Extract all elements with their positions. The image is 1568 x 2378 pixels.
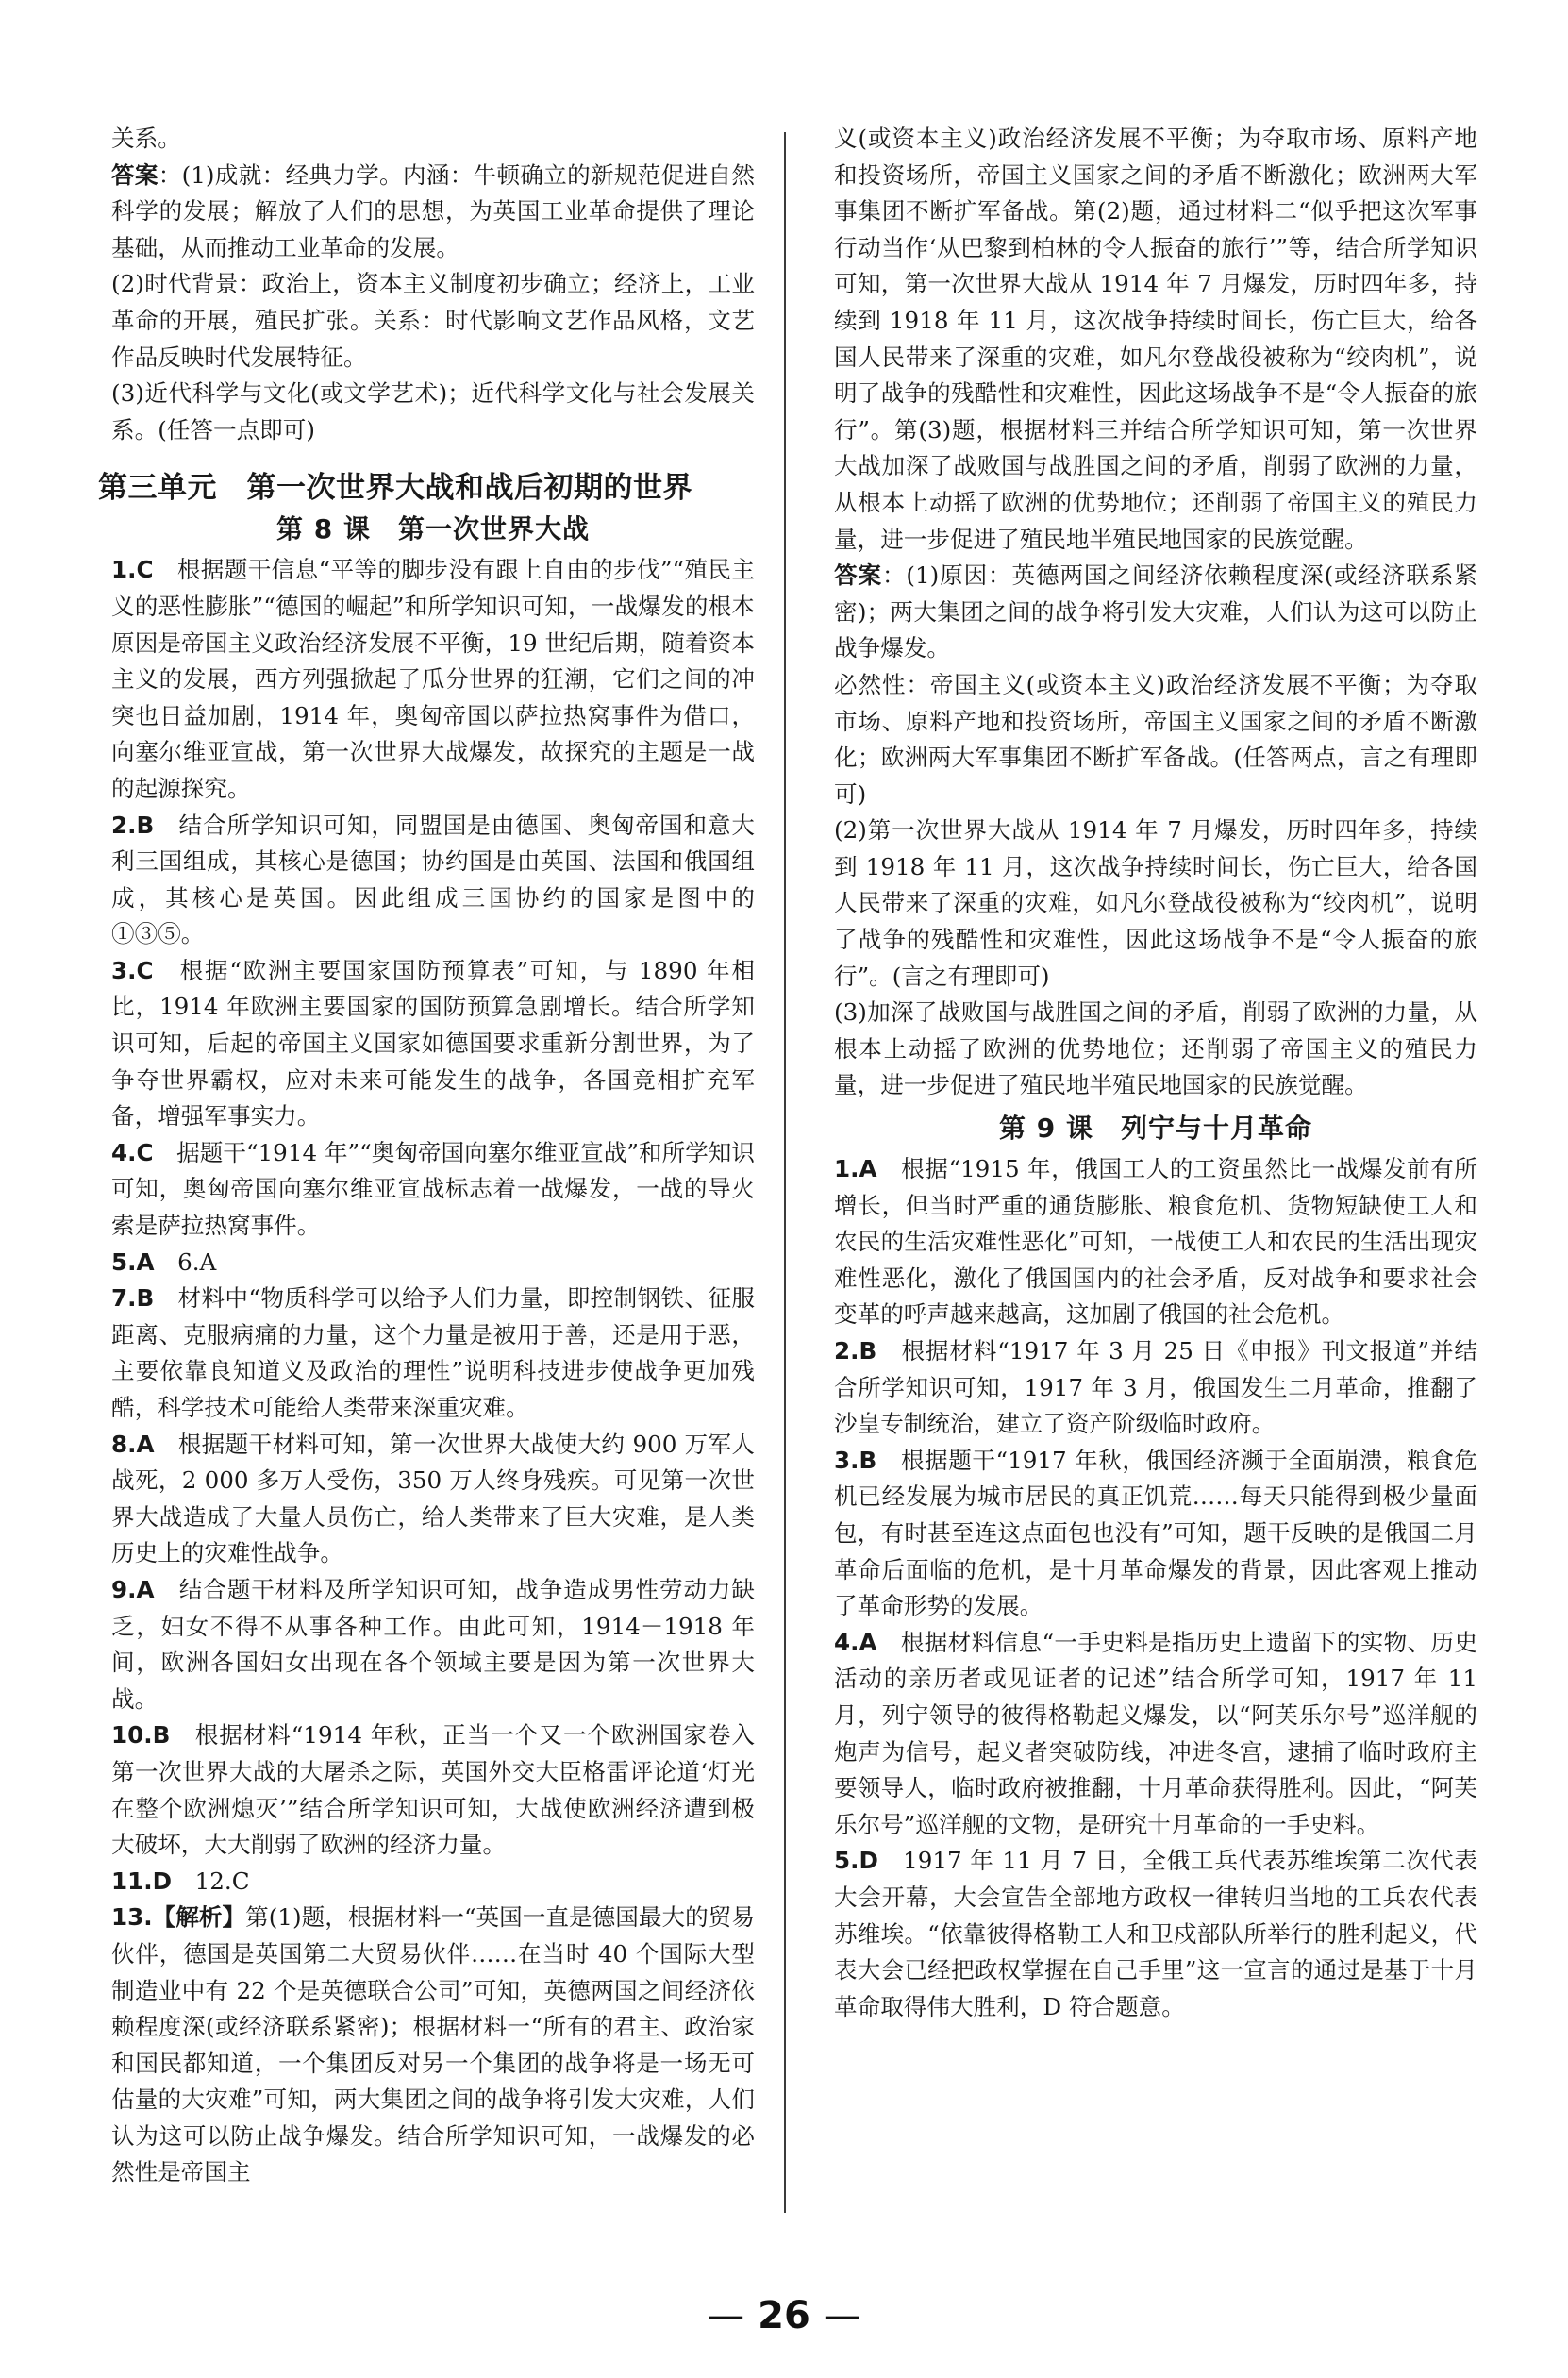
answer-explanation: 结合所学知识可知，同盟国是由德国、奥匈帝国和意大利三国组成，其核心是德国；协约国是由英国、法国和俄国组成，其核心是英国。因此组成三国协约的国家是图中的①③⑤。 bbox=[111, 811, 755, 948]
lesson-9-item bbox=[834, 1843, 1477, 2025]
answer-explanation: 材料中“物质科学可以给予人们力量，即控制钢铁、征服距离、克服病痛的力量，这个力量是被用于善，还是用于恶，主要依靠良知道义及政治的理性”说明科技进步使战争更加残酷，科学技术可能给人类带来深重灾难。 bbox=[111, 1284, 755, 1421]
answer-explanation: 根据题干“1917 年秋，俄国经济濒于全面崩溃，粮食危机已经发展为城市居民的真正饥荒……每天只能得到极少量面包，有时甚至连这点面包也没有”可知，题干反映的是俄国二月革命后面临的危机，是十月革命爆发的背景，因此客观上推动了革命形势的发展。 bbox=[834, 1446, 1477, 1620]
lesson-8-item bbox=[111, 1245, 755, 1281]
lesson-8-item bbox=[111, 1135, 755, 1245]
question-number: 9.A bbox=[111, 1575, 155, 1603]
question-number: 10.B bbox=[111, 1721, 171, 1750]
question-number: 3.B bbox=[834, 1446, 877, 1474]
q13-answer-3: (3)加深了战败国与战胜国之间的矛盾，削弱了欧洲的力量，从根本上动摇了欧洲的优势地位；还削弱了帝国主义的殖民力量，进一步促进了殖民地半殖民地国家的民族觉醒。 bbox=[834, 998, 1477, 1099]
page-dash-left: — bbox=[707, 2294, 745, 2337]
unit-title: 第三单元 第一次世界大战和战后初期的世界 bbox=[98, 471, 692, 506]
intro-answer: 答案：(1)成就：经典力学。内涵：牛顿确立的新规范促进自然科学的发展；解放了人们的思想，为英国工业革命提供了理论基础，从而推动工业革命的发展。 bbox=[111, 160, 755, 261]
lesson-8-title: 第 8 课 第一次世界大战 bbox=[276, 513, 590, 545]
lesson-8-item bbox=[111, 1427, 755, 1572]
left-column bbox=[98, 121, 755, 2191]
question-number: 8.A bbox=[111, 1430, 155, 1458]
q13-analysis-continued: 义(或资本主义)政治经济发展不平衡；为夺取市场、原料产地和投资场所，帝国主义国家之间的矛盾不断激化；欧洲两大军事集团不断扩军备战。第(2)题，通过材料二“似乎把这次军事行动当作‘从巴黎到柏林的令人振奋的旅行’”等，结合所学知识可知，第一次世界大战从 1914 年 7 月爆发，历时四年多，持续到 1918 年 11 月，这次战争持续时间长，伤亡巨大，给各国人民带来了深重的灾难，如凡尔登战役被称为“绞肉机”，说明了战争的残酷性和灾难性，因此这场战争不是“令人振奋的旅行”。第(3)题，根据材料三并结合所学知识可知，第一次世界大战加深了战败国与战胜国之间的矛盾，削弱了欧洲的力量，从根本上动摇了欧洲的优势地位；还削弱了帝国主义的殖民力量，进一步促进了殖民地半殖民地国家的民族觉醒。 bbox=[834, 125, 1477, 553]
answer-explanation: 第(1)题，根据材料一“英国一直是德国最大的贸易伙伴，德国是英国第二大贸易伙伴……在当时 40 个国际大型制造业中有 22 个是英德联合公司”可知，英德两国之间经济依赖程度深(或经济联系紧密)；根据材料一“所有的君主、政治家和国民都知道，一个集团反对另一个集团的战争将是一场无可估量的大灾难”可知，两大集团之间的战争将引发大灾难，人们认为这可以防止战争爆发。结合所学知识可知，一战爆发的必然性是帝国主 bbox=[111, 1903, 755, 2186]
answer-explanation: 12.C bbox=[171, 1867, 250, 1895]
answer-explanation: 根据材料“1914 年秋，正当一个又一个欧洲国家卷入第一次世界大战的大屠杀之际，英国外交大臣格雷评论道‘灯光在整个欧洲熄灭’”结合所学知识可知，大战使欧洲经济遭到极大破坏，大大削弱了欧洲的经济力量。 bbox=[111, 1721, 755, 1859]
question-number: 1.A bbox=[834, 1155, 877, 1183]
answer-explanation: 根据材料“1917 年 3 月 25 日《申报》刊文报道”并结合所学知识可知，1917 年 3 月，俄国发生二月革命，推翻了沙皇专制统治，建立了资产阶级临时政府。 bbox=[834, 1337, 1477, 1438]
question-number: 5.A bbox=[111, 1248, 155, 1276]
intro-line: 关系。 bbox=[111, 125, 181, 152]
question-number: 2.B bbox=[834, 1337, 877, 1365]
lesson-8-item bbox=[111, 1900, 755, 2191]
page-dash-right: — bbox=[823, 2294, 861, 2337]
right-column bbox=[834, 121, 1477, 2025]
lesson-9-title: 第 9 课 列宁与十月革命 bbox=[999, 1113, 1312, 1145]
lesson-8-answer-list bbox=[111, 552, 755, 2191]
page-number bbox=[0, 2293, 1568, 2338]
intro-answer-3: (3)近代科学与文化(或文学艺术)；近代科学文化与社会发展关系。(任答一点即可) bbox=[111, 379, 755, 444]
lesson-8-item bbox=[111, 808, 755, 953]
lesson-8-item bbox=[111, 1572, 755, 1717]
lesson-9-item bbox=[834, 1333, 1477, 1443]
question-number: 4.A bbox=[834, 1628, 877, 1656]
q13-answer-necessity: 必然性：帝国主义(或资本主义)政治经济发展不平衡；为夺取市场、原料产地和投资场所，帝国主义国家之间的矛盾不断激化；欧洲两大军事集团不断扩军备战。(任答两点，言之有理即可) bbox=[834, 670, 1477, 808]
q13-answer-1 bbox=[834, 558, 1477, 667]
answer-explanation: 6.A bbox=[154, 1248, 217, 1276]
answer-explanation: 根据“1915 年，俄国工人的工资虽然比一战爆发前有所增长，但当时严重的通货膨胀、粮食危机、货物短缺使工人和农民的生活灾难性恶化”可知，一战使工人和农民的生活出现灾难性恶化，激化了俄国国内的社会矛盾，反对战争和要求社会变革的呼声越来越高，这加剧了俄国的社会危机。 bbox=[834, 1155, 1477, 1329]
lesson-9-item bbox=[834, 1443, 1477, 1625]
lesson-8-item bbox=[111, 1281, 755, 1426]
lesson-9-answer-list bbox=[834, 1151, 1477, 2025]
page-number-value: 26 bbox=[758, 2294, 810, 2337]
lesson-8-item bbox=[111, 1864, 755, 1901]
answer-explanation: 根据题干信息“平等的脚步没有跟上自由的步伐”“殖民主义的恶性膨胀”“德国的崛起”和所学知识可知，一战爆发的根本原因是帝国主义政治经济发展不平衡，19 世纪后期，随着资本主义的发展，西方列强掀起了瓜分世界的狂潮，它们之间的冲突也日益加剧，1914 年，奥匈帝国以萨拉热窝事件为借口，向塞尔维亚宣战，第一次世界大战爆发，故探究的主题是一战的起源探究。 bbox=[111, 556, 755, 802]
question-number: 1.C bbox=[111, 556, 154, 584]
answer-explanation: 根据“欧洲主要国家国防预算表”可知，与 1890 年相比，1914 年欧洲主要国家的国防预算急剧增长。结合所学知识可知，后起的帝国主义国家如德国要求重新分割世界，为了争夺世界霸权，应对未来可能发生的战争，各国竞相扩充军备，增强军事实力。 bbox=[111, 956, 755, 1130]
question-number: 13.【解析】 bbox=[111, 1903, 246, 1932]
q13-answer-2: (2)第一次世界大战从 1914 年 7 月爆发，历时四年多，持续到 1918 年 11 月，这次战争持续时间长，伤亡巨大，给各国人民带来了深重的灾难，如凡尔登战役被称为“绞肉机”，说明了战争的残酷性和灾难性，因此这场战争不是“令人振奋的旅行”。(言之有理即可) bbox=[834, 816, 1477, 990]
lesson-8-item bbox=[111, 552, 755, 807]
question-number: 7.B bbox=[111, 1284, 155, 1313]
lesson-8-item bbox=[111, 1717, 755, 1863]
column-divider bbox=[784, 132, 786, 2213]
lesson-9-item bbox=[834, 1625, 1477, 1844]
answer-explanation: 结合题干材料及所学知识可知，战争造成男性劳动力缺乏，妇女不得不从事各种工作。由此可知，1914－1918 年间，欧洲各国妇女出现在各个领域主要是因为第一次世界大战。 bbox=[111, 1575, 755, 1713]
answer-explanation: 根据材料信息“一手史料是指历史上遗留下的实物、历史活动的亲历者或见证者的记述”结合所学可知，1917 年 11 月，列宁领导的彼得格勒起义爆发，以“阿芙乐尔号”巡洋舰的炮声为信号，起义者突破防线，冲进冬宫，逮捕了临时政府主要领导人，临时政府被推翻，十月革命获得胜利。因此，“阿芙乐尔号”巡洋舰的文物，是研究十月革命的一手史料。 bbox=[834, 1628, 1477, 1838]
answer-explanation: 1917 年 11 月 7 日，全俄工兵代表苏维埃第二次代表大会开幕，大会宣告全部地方政权一律转归当地的工兵农代表苏维埃。“依靠彼得格勒工人和卫戍部队所举行的胜利起义，代表大会已经把政权掌握在自己手里”这一宣言的通过是基于十月革命取得伟大胜利，D 符合题意。 bbox=[834, 1847, 1477, 2020]
lesson-9-item bbox=[834, 1151, 1477, 1333]
answer-explanation: 根据题干材料可知，第一次世界大战使大约 900 万军人战死，2 000 多万人受伤，350 万人终身残疾。可见第一次世界大战造成了大量人员伤亡，给人类带来了巨大灾难，是人类历史上的灾难性战争。 bbox=[111, 1430, 755, 1567]
answer-label: 答案 bbox=[834, 561, 882, 590]
question-number: 4.C bbox=[111, 1138, 154, 1166]
intro-answer-text: ：(1)成就：经典力学。内涵：牛顿确立的新规范促进自然科学的发展；解放了人们的思想，为英国工业革命提供了理论基础，从而推动工业革命的发展。 bbox=[111, 160, 755, 261]
question-number: 3.C bbox=[111, 956, 154, 984]
question-number: 5.D bbox=[834, 1847, 878, 1875]
lesson-8-item bbox=[111, 953, 755, 1135]
question-number: 11.D bbox=[111, 1867, 172, 1895]
answer-explanation: 据题干“1914 年”“奥匈帝国向塞尔维亚宣战”和所学知识可知，奥匈帝国向塞尔维亚宣战标志着一战爆发，一战的导火索是萨拉热窝事件。 bbox=[111, 1138, 755, 1240]
intro-answer-2: (2)时代背景：政治上，资本主义制度初步确立；经济上，工业革命的开展，殖民扩张。关系：时代影响文艺作品风格，文艺作品反映时代发展特征。 bbox=[111, 270, 755, 371]
q13-answer-1-text: ：(1)原因：英德两国之间经济依赖程度深(或经济联系紧密)；两大集团之间的战争将引发大灾难，人们认为这可以防止战争爆发。 bbox=[834, 561, 1477, 662]
question-number: 2.B bbox=[111, 811, 155, 839]
